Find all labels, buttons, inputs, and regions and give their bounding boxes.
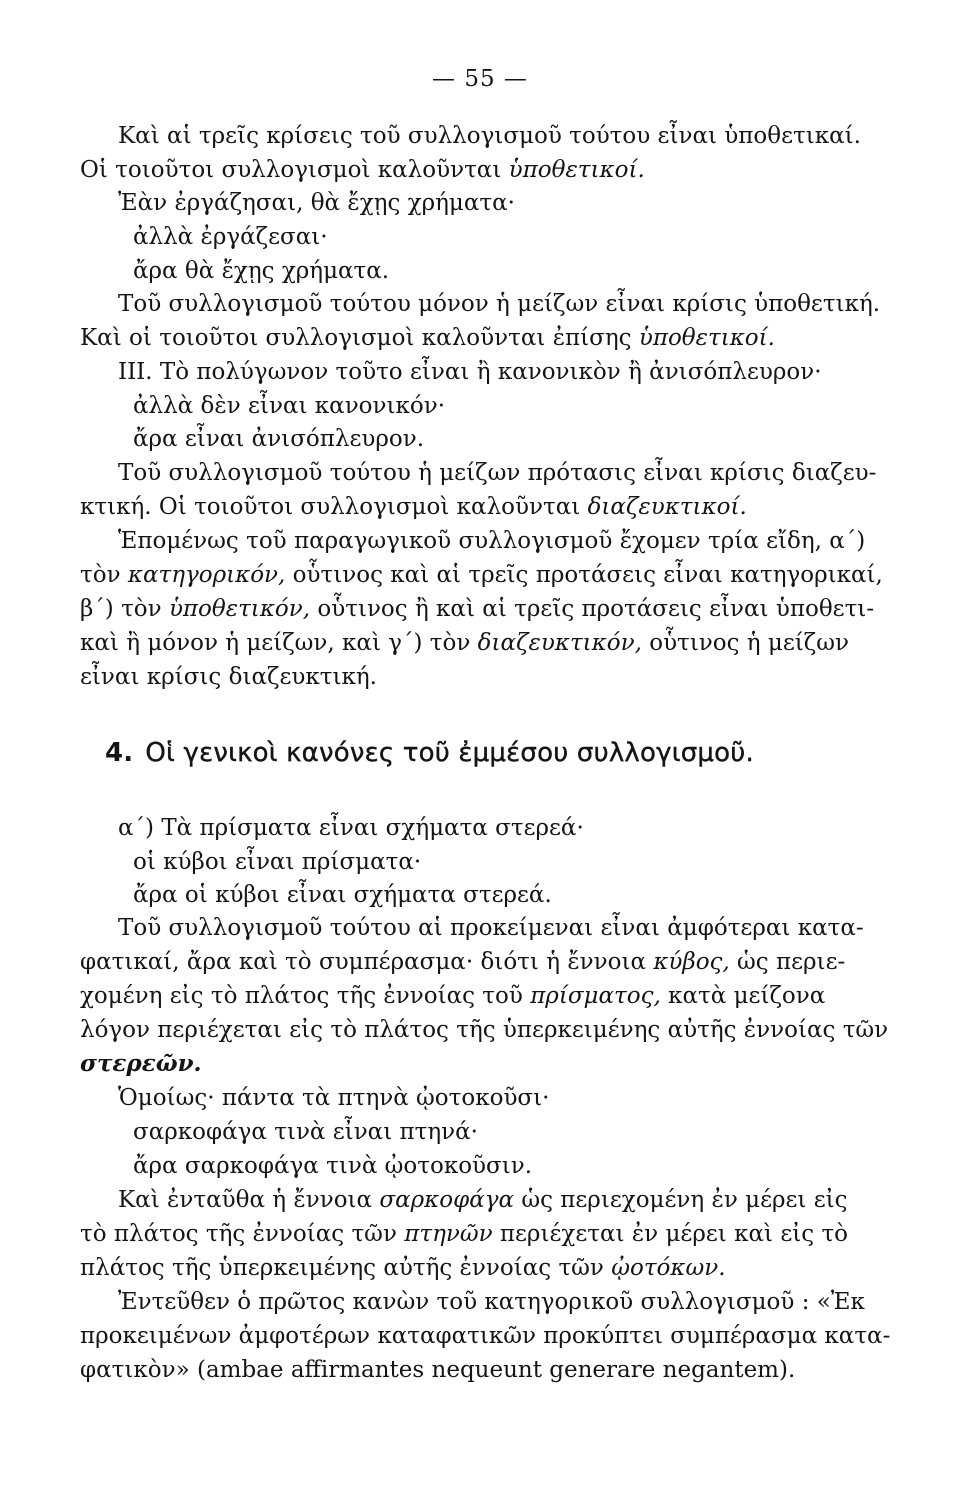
line-text: Ὁμοίως· πάντα τὰ πτηνὰ ᾠοτοκοῦσι· <box>118 1085 550 1111</box>
italic-term: κύβος, <box>653 949 730 975</box>
line-text: Καὶ αἱ τρεῖς κρίσεις τοῦ συλλογισμοῦ τούτου εἶναι ὑποθετικαί. <box>118 123 861 149</box>
italic-term: διαζευκτικόν, <box>477 630 642 656</box>
line-text: οὗτινος ἢ καὶ αἱ τρεῖς προτάσεις εἶναι ὑποθετι- <box>310 596 875 622</box>
line-text: ἀλλὰ ἐργάζεσαι· <box>133 224 328 250</box>
section-number: 4. <box>105 738 134 768</box>
line-text: ὡς περιεχομένη ἐν μέρει εἰς <box>514 1187 848 1213</box>
section-title: Οἱ γενικοὶ κανόνες τοῦ ἐμμέσου συλλογισμοῦ. <box>145 738 754 768</box>
text-line <box>80 594 875 624</box>
line-text: ἄρα εἶναι ἀνισόπλευρον. <box>133 426 425 452</box>
text-line <box>118 1287 865 1317</box>
line-text: III. Τὸ πολύγωνον τοῦτο εἶναι ἢ κανονικὸν ἢ ἀνισόπλευρον· <box>118 359 822 385</box>
text-line <box>80 560 883 590</box>
line-text: φατικὸν» (ambae affirmantes nequeunt generare negantem). <box>80 1357 796 1383</box>
line-text: Τοῦ συλλογισμοῦ τούτου αἱ προκείμεναι εἶναι ἀμφότεραι κατα- <box>118 915 864 941</box>
text-line <box>118 913 864 943</box>
line-text: κτική. Οἱ τοιοῦτοι συλλογισμοὶ καλοῦνται <box>80 494 588 520</box>
line-text: χομένη εἰς τὸ πλάτος τῆς ἐννοίας τοῦ <box>80 983 531 1009</box>
text-line <box>80 1355 795 1385</box>
line-text: ἀλλὰ δὲν εἶναι κανονικόν· <box>133 393 446 419</box>
line-text: οὗτινος καὶ αἱ τρεῖς προτάσεις εἶναι κατηγορικαί, <box>285 562 883 588</box>
italic-term: ὑποθετικοί. <box>638 325 775 351</box>
text-line <box>80 1253 726 1283</box>
italic-term: κατηγορικόν, <box>127 562 286 588</box>
line-text: κατὰ μείζονα <box>660 983 826 1009</box>
text-line <box>133 847 421 877</box>
text-line <box>80 492 747 522</box>
text-line <box>133 424 424 454</box>
text-line <box>80 323 775 353</box>
line-text: β΄) τὸν <box>80 596 169 622</box>
text-line <box>80 1015 889 1045</box>
line-text: τὸν <box>80 562 128 588</box>
text-line <box>80 981 826 1011</box>
line-text: Ἐντεῦθεν ὁ πρῶτος κανὼν τοῦ κατηγορικοῦ συλλογισμοῦ : «Ἐκ <box>118 1289 865 1315</box>
italic-term: πρίσματος, <box>530 983 661 1009</box>
line-text: Καὶ οἱ τοιοῦτοι συλλογισμοὶ καλοῦνται ἐπίσης <box>80 325 639 351</box>
text-line <box>80 155 645 185</box>
text-line <box>118 289 880 319</box>
text-line <box>133 1151 532 1181</box>
text-line <box>118 458 877 488</box>
text-line <box>80 662 377 692</box>
text-line <box>118 1083 549 1113</box>
line-text: ὡς περιε- <box>729 949 846 975</box>
line-text: καὶ ἢ μόνον ἡ μείζων, καὶ γ΄) τὸν <box>80 630 478 656</box>
line-text: πλάτος τῆς ὑπερκειμένης αὐτῆς ἐννοίας τῶν <box>80 1255 612 1281</box>
line-text: Καὶ ἐνταῦθα ἡ ἔννοια <box>118 1187 380 1213</box>
text-line <box>80 1219 849 1249</box>
text-line <box>80 1321 891 1351</box>
text-line <box>118 121 861 151</box>
line-text: εἶναι κρίσις διαζευκτική. <box>80 664 377 690</box>
line-text: προκειμένων ἀμφοτέρων καταφατικῶν προκύπτει συμπέρασμα κατα- <box>80 1323 891 1349</box>
line-text: ἄρα σαρκοφάγα τινὰ ᾠοτοκοῦσιν. <box>133 1153 533 1179</box>
italic-term: πτηνῶν <box>404 1221 493 1247</box>
text-line <box>133 222 328 252</box>
italic-term: σαρκοφάγα <box>379 1187 515 1213</box>
line-text: φατικαί, ἄρα καὶ τὸ συμπέρασμα· διότι ἡ ἔννοια <box>80 949 654 975</box>
line-text: οὗτινος ἡ μείζων <box>641 630 849 656</box>
text-line <box>80 1049 202 1079</box>
line-text: λόγον περιέχεται εἰς τὸ πλάτος τῆς ὑπερκειμένης αὐτῆς ἐννοίας τῶν <box>80 1017 889 1043</box>
section-heading <box>105 738 754 768</box>
line-text: τὸ πλάτος τῆς ἐννοίας τῶν <box>80 1221 405 1247</box>
line-text: οἱ κύβοι εἶναι πρίσματα· <box>133 849 422 875</box>
italic-term: ὑποθετικοί. <box>508 157 645 183</box>
text-line <box>133 880 552 910</box>
text-line <box>133 391 445 421</box>
line-text: περιέχεται ἐν μέρει καὶ εἰς τὸ <box>492 1221 849 1247</box>
text-line <box>118 813 584 843</box>
line-text: ἄρα θὰ ἔχῃς χρήματα. <box>133 258 390 284</box>
text-line <box>80 628 849 658</box>
line-text: Τοῦ συλλογισμοῦ τούτου μόνον ἡ μείζων εἶναι κρίσις ὑποθετική. <box>118 291 881 317</box>
text-line <box>133 1117 478 1147</box>
text-line <box>80 947 846 977</box>
italic-term: ᾠοτόκων. <box>611 1255 726 1281</box>
line-text: Τοῦ συλλογισμοῦ τούτου ἡ μείζων πρότασις εἶναι κρίσις διαζευ- <box>118 460 877 486</box>
text-line <box>118 526 866 556</box>
bold-italic-term: στερεῶν. <box>80 1050 202 1077</box>
text-line <box>118 188 515 218</box>
line-text: Ἐὰν ἐργάζησαι, θὰ ἔχῃς χρήματα· <box>118 190 515 216</box>
line-text: Ἑπομένως τοῦ παραγωγικοῦ συλλογισμοῦ ἔχομεν τρία εἴδη, α΄) <box>118 528 866 554</box>
line-text: ἄρα οἱ κύβοι εἶναι σχήματα στερεά. <box>133 882 552 908</box>
text-line <box>118 357 822 387</box>
line-text: Οἱ τοιοῦτοι συλλογισμοὶ καλοῦνται <box>80 157 509 183</box>
text-line <box>118 1185 848 1215</box>
page-number: — 55 — <box>432 66 528 92</box>
line-text: σαρκοφάγα τινὰ εἶναι πτηνά· <box>133 1119 478 1145</box>
italic-term: διαζευκτικοί. <box>587 494 747 520</box>
italic-term: ὑποθετικόν, <box>168 596 311 622</box>
line-text: α΄) Τὰ πρίσματα εἶναι σχήματα στερεά· <box>118 815 584 841</box>
text-line <box>133 256 389 286</box>
